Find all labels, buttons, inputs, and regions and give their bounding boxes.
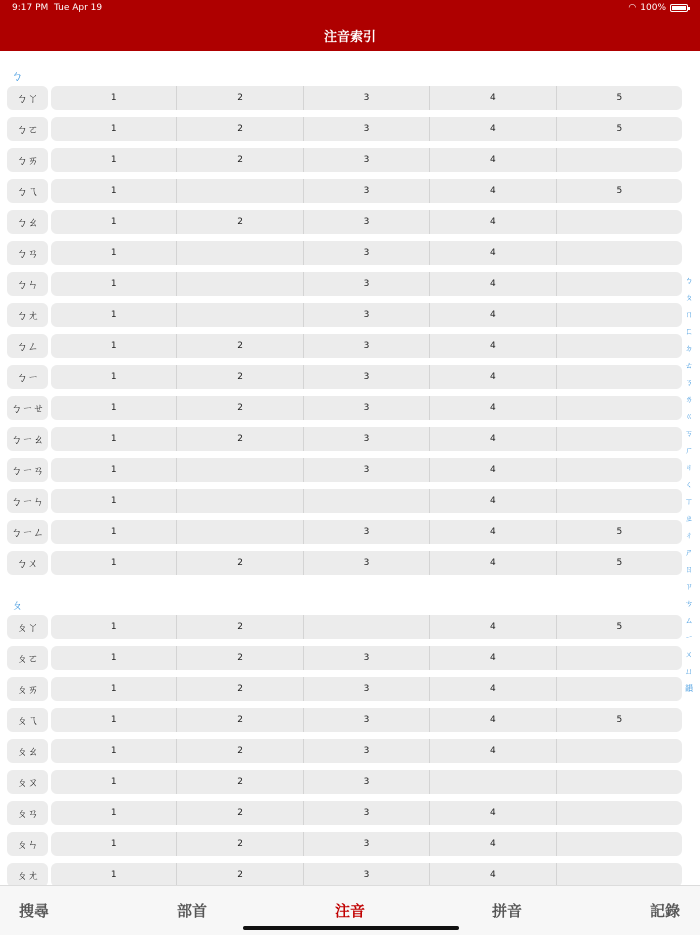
list-row	[0, 613, 684, 644]
index-letter[interactable]: ㄊ	[685, 361, 693, 370]
section-header	[0, 580, 684, 613]
tone-cells	[51, 396, 682, 420]
tone-cell[interactable]: 4	[430, 646, 556, 670]
list-row	[0, 706, 684, 737]
tone-cell	[557, 770, 682, 794]
battery-percent: 100%	[640, 3, 666, 13]
index-letter[interactable]: ㄙ	[685, 616, 693, 625]
tone-cell[interactable]: 1	[51, 179, 177, 203]
tone-cells	[51, 615, 682, 639]
tone-cell[interactable]: 4	[430, 365, 556, 389]
tone-cells	[51, 551, 682, 575]
tone-cells	[51, 832, 682, 856]
syllable-key[interactable]: ㄅㄧㄣ	[7, 489, 48, 513]
list-row	[0, 301, 684, 332]
tone-cell	[557, 365, 682, 389]
page-title: 注音索引	[323, 30, 376, 45]
tone-cells	[51, 241, 682, 265]
tone-cell[interactable]: 4	[430, 458, 556, 482]
list-row	[0, 644, 684, 675]
tone-cell[interactable]: 4	[430, 551, 556, 575]
tone-cell[interactable]: 4	[430, 615, 556, 639]
tone-cell[interactable]: 4	[430, 179, 556, 203]
tone-cell[interactable]: 1	[51, 458, 177, 482]
tone-cells	[51, 427, 682, 451]
zhuyin-index-list[interactable]	[0, 51, 684, 885]
tone-cell[interactable]: 2	[177, 708, 303, 732]
tone-cell[interactable]: 1	[51, 615, 177, 639]
index-letter[interactable]: ㄆ	[685, 293, 693, 302]
tone-cell	[557, 148, 682, 172]
tone-cell	[177, 458, 303, 482]
syllable-key[interactable]: ㄅㄣ	[7, 272, 48, 296]
list-row	[0, 799, 684, 830]
syllable-key[interactable]: ㄆㄠ	[7, 739, 48, 763]
tone-cells	[51, 117, 682, 141]
syllable-key[interactable]: ㄅㄥ	[7, 334, 48, 358]
tone-cell[interactable]: 4	[430, 489, 556, 513]
index-letter[interactable]: ㄧ	[685, 633, 693, 642]
tone-cell[interactable]: 4	[430, 272, 556, 296]
tone-cells	[51, 272, 682, 296]
tone-cell[interactable]: 2	[177, 801, 303, 825]
index-letter[interactable]: ㄉ	[685, 344, 693, 353]
syllable-key[interactable]: ㄅㄨ	[7, 551, 48, 575]
tone-cell	[557, 427, 682, 451]
syllable-key[interactable]: ㄅㄟ	[7, 179, 48, 203]
tone-cell[interactable]: 1	[51, 117, 177, 141]
tone-cell[interactable]: 3	[304, 739, 430, 763]
list-row	[0, 861, 684, 885]
syllable-key[interactable]: ㄆㄚ	[7, 615, 48, 639]
list-row	[0, 177, 684, 208]
tone-cell[interactable]: 1	[51, 272, 177, 296]
index-letter[interactable]: ㄅ	[685, 276, 693, 285]
tone-cell[interactable]: 2	[177, 677, 303, 701]
tone-cell[interactable]: 3	[304, 832, 430, 856]
tone-cell[interactable]: 1	[51, 863, 177, 885]
tone-cell[interactable]: 3	[304, 708, 430, 732]
tone-cell[interactable]: 2	[177, 646, 303, 670]
tone-cell[interactable]: 1	[51, 489, 177, 513]
tone-cell[interactable]: 3	[304, 863, 430, 885]
list-row	[0, 84, 684, 115]
syllable-key[interactable]: ㄆㄣ	[7, 832, 48, 856]
tone-cell	[557, 303, 682, 327]
tone-cells	[51, 334, 682, 358]
tone-cell	[557, 272, 682, 296]
tone-cells	[51, 520, 682, 544]
tone-cell[interactable]: 4	[430, 427, 556, 451]
tone-cells	[51, 179, 682, 203]
tone-cell	[557, 863, 682, 885]
tone-cell[interactable]: 3	[304, 86, 430, 110]
list-row	[0, 675, 684, 706]
list-row	[0, 425, 684, 456]
syllable-key[interactable]: ㄅㄤ	[7, 303, 48, 327]
tone-cell[interactable]: 3	[304, 148, 430, 172]
tone-cells	[51, 458, 682, 482]
tone-cell	[557, 739, 682, 763]
list-row	[0, 115, 684, 146]
tone-cells	[51, 365, 682, 389]
tone-cell[interactable]: 3	[304, 677, 430, 701]
index-letter[interactable]: ㄖ	[685, 565, 693, 574]
tone-cell[interactable]: 3	[304, 272, 430, 296]
section-index-bar[interactable]	[684, 272, 694, 697]
navigation-bar	[0, 0, 700, 51]
tone-cell[interactable]: 2	[177, 615, 303, 639]
tone-cell[interactable]: 3	[304, 334, 430, 358]
tone-cell[interactable]: 5	[616, 622, 623, 632]
tone-cell	[557, 241, 682, 265]
list-row	[0, 549, 684, 580]
list-row	[0, 487, 684, 518]
tone-cell[interactable]: 2	[177, 117, 303, 141]
tone-cell[interactable]: 4	[430, 520, 556, 544]
syllable-key[interactable]: ㄅㄢ	[7, 241, 48, 265]
tone-cell	[557, 677, 682, 701]
tone-cell[interactable]: 5	[616, 93, 623, 103]
tone-cell	[177, 303, 303, 327]
tone-cell[interactable]: 1	[51, 210, 177, 234]
index-letter[interactable]: ㄩ	[685, 667, 693, 676]
tone-cell	[177, 272, 303, 296]
list-row	[0, 768, 684, 799]
status-bar	[0, 2, 700, 16]
index-letter[interactable]: ㄘ	[685, 599, 693, 608]
tone-cell[interactable]: 3	[304, 427, 430, 451]
tone-cell	[177, 489, 303, 513]
status-time-text: 9:17 PM	[12, 3, 49, 13]
syllable-key[interactable]: ㄆㄤ	[7, 863, 48, 885]
tone-cell	[557, 489, 682, 513]
tone-cells	[51, 86, 682, 110]
tone-cell[interactable]: 5	[616, 715, 623, 725]
tone-cell[interactable]: 2	[177, 770, 303, 794]
tone-cell[interactable]: 4	[430, 210, 556, 234]
tone-cell[interactable]: 3	[304, 646, 430, 670]
list-row	[0, 456, 684, 487]
tone-cell[interactable]: 4	[430, 677, 556, 701]
tone-cell[interactable]: 2	[177, 148, 303, 172]
tone-cell[interactable]: 1	[51, 551, 177, 575]
tone-cell[interactable]: 1	[51, 708, 177, 732]
tone-cell	[177, 179, 303, 203]
tab-bar	[0, 885, 700, 935]
tone-cell[interactable]: 3	[304, 520, 430, 544]
list-row	[0, 208, 684, 239]
tone-cell[interactable]: 2	[177, 832, 303, 856]
index-letter[interactable]: ㄑ	[685, 480, 693, 489]
tone-cell[interactable]: 4	[430, 117, 556, 141]
tone-cell	[304, 489, 430, 513]
index-letter[interactable]: 韻	[685, 684, 693, 693]
tone-cells	[51, 801, 682, 825]
tone-cell[interactable]: 4	[430, 832, 556, 856]
tone-cell[interactable]: 5	[616, 527, 623, 537]
tone-cells	[51, 770, 682, 794]
tone-cell[interactable]: 2	[177, 210, 303, 234]
tone-cell[interactable]: 3	[304, 210, 430, 234]
tone-cell[interactable]: 1	[51, 520, 177, 544]
tone-cells	[51, 646, 682, 670]
tone-cell[interactable]: 3	[304, 458, 430, 482]
syllable-key[interactable]: ㄅㄞ	[7, 148, 48, 172]
index-letter[interactable]: ㄔ	[685, 531, 693, 540]
tone-cell[interactable]: 2	[177, 86, 303, 110]
tone-cell[interactable]: 1	[51, 801, 177, 825]
tone-cells	[51, 739, 682, 763]
syllable-key[interactable]: ㄆㄡ	[7, 770, 48, 794]
tone-cell[interactable]: 2	[177, 551, 303, 575]
tone-cells	[51, 148, 682, 172]
index-letter[interactable]: ㄒ	[685, 497, 693, 506]
tone-cell[interactable]: 3	[304, 801, 430, 825]
status-right	[628, 3, 688, 13]
section-header	[0, 51, 684, 84]
tone-cell	[557, 396, 682, 420]
tab-history[interactable]: 記錄	[650, 902, 681, 920]
tone-cell	[304, 615, 430, 639]
tone-cell	[557, 646, 682, 670]
tone-cell[interactable]: 3	[304, 303, 430, 327]
tone-cell[interactable]: 5	[616, 558, 623, 568]
section-header-label: ㄆ	[11, 598, 24, 612]
list-row	[0, 518, 684, 549]
list-row	[0, 270, 684, 301]
syllable-key[interactable]: ㄅㄛ	[7, 117, 48, 141]
tone-cell[interactable]: 2	[177, 365, 303, 389]
tone-cell[interactable]: 2	[177, 334, 303, 358]
tone-cell[interactable]: 3	[304, 365, 430, 389]
status-time	[12, 3, 102, 13]
tone-cell[interactable]: 1	[51, 365, 177, 389]
tone-cell[interactable]: 1	[51, 303, 177, 327]
tone-cell[interactable]: 1	[51, 396, 177, 420]
tone-cell[interactable]: 2	[177, 396, 303, 420]
syllable-key[interactable]: ㄅㄧㄝ	[7, 396, 48, 420]
index-letter[interactable]: ㄍ	[685, 412, 693, 421]
index-letter[interactable]: ㄎ	[685, 429, 693, 438]
list-row	[0, 332, 684, 363]
index-letter[interactable]: ㄕ	[685, 548, 693, 557]
tone-cell[interactable]: 4	[430, 86, 556, 110]
syllable-key[interactable]: ㄆㄞ	[7, 677, 48, 701]
tone-cell[interactable]: 3	[304, 241, 430, 265]
section-header-label: ㄅ	[11, 69, 24, 83]
tone-cell	[557, 832, 682, 856]
tone-cell[interactable]: 3	[304, 396, 430, 420]
tone-cell	[557, 210, 682, 234]
tone-cell[interactable]: 4	[430, 739, 556, 763]
home-indicator	[243, 926, 459, 930]
list-row	[0, 830, 684, 861]
tone-cells	[51, 708, 682, 732]
index-letter[interactable]: ㄨ	[685, 650, 693, 659]
tone-cell[interactable]: 3	[304, 770, 430, 794]
tone-cell	[557, 801, 682, 825]
tone-cell[interactable]: 5	[616, 186, 623, 196]
tone-cells	[51, 677, 682, 701]
index-letter[interactable]: ㄈ	[685, 327, 693, 336]
syllable-key[interactable]: ㄅㄚ	[7, 86, 48, 110]
battery-icon	[670, 4, 688, 12]
index-letter[interactable]: ㄇ	[685, 310, 693, 319]
tab-search[interactable]: 搜尋	[19, 902, 50, 920]
list-row	[0, 737, 684, 768]
tone-cell	[557, 334, 682, 358]
syllable-key[interactable]: ㄅㄠ	[7, 210, 48, 234]
status-date: Tue Apr 19	[54, 3, 103, 13]
tone-cell[interactable]: 1	[51, 148, 177, 172]
tone-cells	[51, 210, 682, 234]
tab-radical[interactable]: 部首	[177, 902, 208, 920]
tone-cell[interactable]: 1	[51, 739, 177, 763]
syllable-key[interactable]: ㄆㄟ	[7, 708, 48, 732]
wifi-icon: ◠	[628, 3, 637, 13]
tone-cells	[51, 863, 682, 885]
tone-cell[interactable]: 1	[51, 86, 177, 110]
index-letter[interactable]: ㄐ	[685, 463, 693, 472]
tone-cell[interactable]: 3	[304, 179, 430, 203]
index-letter[interactable]: ㄏ	[685, 446, 693, 455]
index-letter[interactable]: ㄗ	[685, 582, 693, 591]
tone-cell	[430, 770, 556, 794]
tone-cell[interactable]: 4	[430, 334, 556, 358]
tone-cell	[177, 520, 303, 544]
tone-cells	[51, 489, 682, 513]
tone-cell	[177, 241, 303, 265]
syllable-key[interactable]: ㄅㄧㄥ	[7, 520, 48, 544]
tone-cell[interactable]: 1	[51, 334, 177, 358]
tone-cell[interactable]: 1	[51, 832, 177, 856]
tone-cell[interactable]: 3	[304, 551, 430, 575]
syllable-key[interactable]: ㄆㄢ	[7, 801, 48, 825]
tone-cell[interactable]: 4	[430, 303, 556, 327]
tone-cell[interactable]: 2	[177, 739, 303, 763]
list-row	[0, 363, 684, 394]
tone-cell[interactable]: 4	[430, 148, 556, 172]
tone-cell[interactable]: 1	[51, 770, 177, 794]
tone-cell	[557, 458, 682, 482]
list-row	[0, 394, 684, 425]
tone-cell[interactable]: 4	[430, 241, 556, 265]
syllable-key[interactable]: ㄅㄧㄠ	[7, 427, 48, 451]
list-row	[0, 146, 684, 177]
tone-cell[interactable]: 4	[430, 396, 556, 420]
index-letter[interactable]: ㄋ	[685, 378, 693, 387]
tone-cell[interactable]: 4	[430, 801, 556, 825]
tone-cell[interactable]: 1	[51, 427, 177, 451]
index-letter[interactable]: ㄓ	[685, 514, 693, 523]
tone-cell[interactable]: 4	[430, 863, 556, 885]
syllable-key[interactable]: ㄆㄛ	[7, 646, 48, 670]
tone-cell[interactable]: 3	[304, 117, 430, 141]
tab-zhuyin[interactable]: 注音	[335, 902, 366, 920]
tab-pinyin[interactable]: 拼音	[492, 902, 523, 920]
tone-cell[interactable]: 1	[51, 241, 177, 265]
index-letter[interactable]: ㄌ	[685, 395, 693, 404]
tone-cell[interactable]: 4	[430, 708, 556, 732]
tone-cell[interactable]: 5	[616, 124, 623, 134]
tone-cell[interactable]: 2	[177, 427, 303, 451]
tone-cell[interactable]: 1	[51, 646, 177, 670]
tone-cells	[51, 303, 682, 327]
syllable-key[interactable]: ㄅㄧ	[7, 365, 48, 389]
syllable-key[interactable]: ㄅㄧㄢ	[7, 458, 48, 482]
tone-cell[interactable]: 2	[177, 863, 303, 885]
tone-cell[interactable]: 1	[51, 677, 177, 701]
list-row	[0, 239, 684, 270]
